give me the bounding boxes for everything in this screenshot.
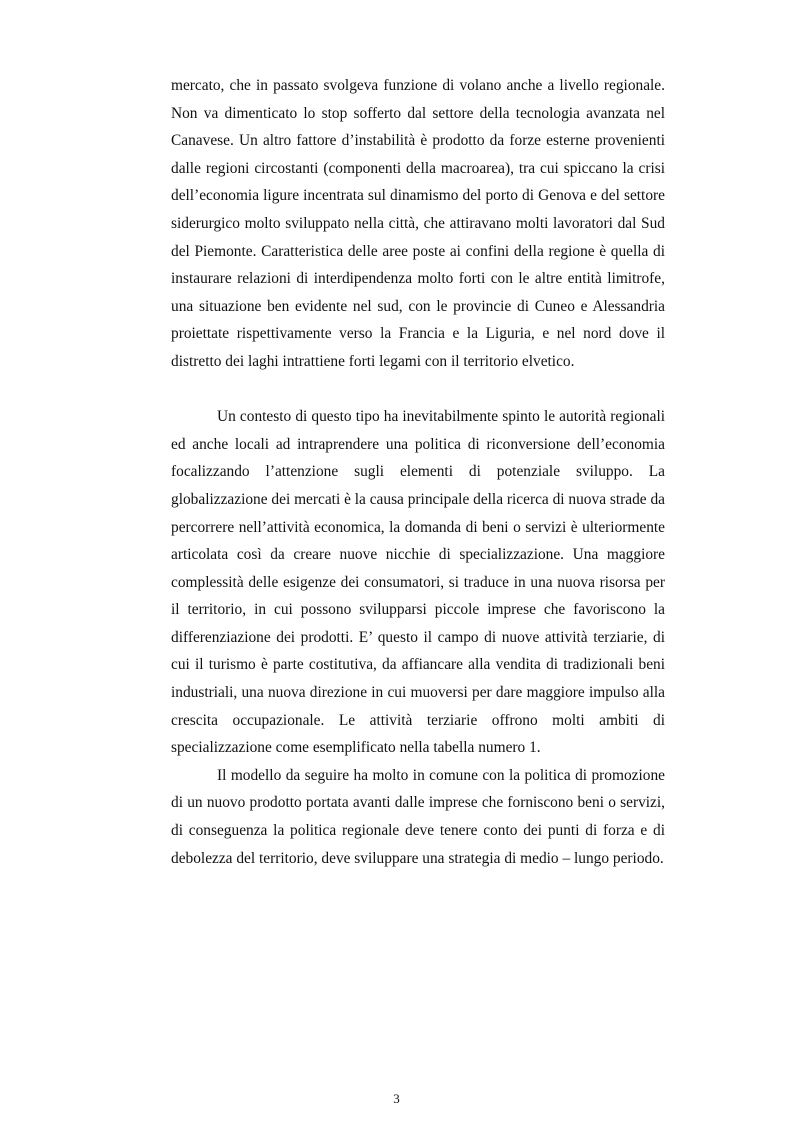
page-number: 3 (393, 1091, 400, 1106)
paragraph-continuation: mercato, che in passato svolgeva funzione di volano anche a livello regionale. Non va dimenticato lo stop sofferto dal settore della tecnologia avanzata nel Canavese. Un altro fattore d’instabilità è prodotto da forze esterne provenienti dalle regioni circostanti (componenti della macroarea), tra cui spiccano la crisi dell’economia ligure incentrata sul dinamismo del porto di Genova e del settore siderurgico molto sviluppato nella città, che attiravano molti lavoratori dal Sud del Piemonte. Caratteristica delle aree poste ai confini della regione è quella di instaurare relazioni di interdipendenza molto forti con le altre entità limitrofe, una situazione ben evidente nel sud, con le provincie di Cuneo e Alessandria proiettate rispettivamente verso la Francia e la Liguria, e nel nord dove il distretto dei laghi intrattiene forti legami con il territorio elvetico. (171, 77, 665, 370)
paragraph-context: Un contesto di questo tipo ha inevitabilmente spinto le autorità regionali ed anche locali ad intraprendere una politica di riconversione dell’economia focalizzando l’attenzione sugli elementi di potenziale sviluppo. La globalizzazione dei mercati è la causa principale della ricerca di nuova strade da percorrere nell’attività economica, la domanda di beni o servizi è ulteriormente articolata così da creare nuove nicchie di specializzazione. Una maggiore complessità delle esigenze dei consumatori, si traduce in una nuova risorsa per il territorio, in cui possono svilupparsi piccole imprese che favoriscono la differenziazione dei prodotti. E’ questo il campo di nuove attività terziarie, di cui il turismo è parte costitutiva, da affiancare alla vendita di tradizionali beni industriali, una nuova direzione in cui muoversi per dare maggiore impulso alla crescita occupazionale. Le attività terziarie offrono molti ambiti di specializzazione come esemplificato nella tabella numero 1. (171, 408, 665, 757)
paragraph-model: Il modello da seguire ha molto in comune con la politica di promozione di un nuovo prodotto portata avanti dalle imprese che forniscono beni o servizi, di conseguenza la politica regionale deve tenere conto dei punti di forza e di debolezza del territorio, deve sviluppare una strategia di medio – lungo periodo. (171, 766, 665, 867)
document-page (171, 72, 665, 872)
